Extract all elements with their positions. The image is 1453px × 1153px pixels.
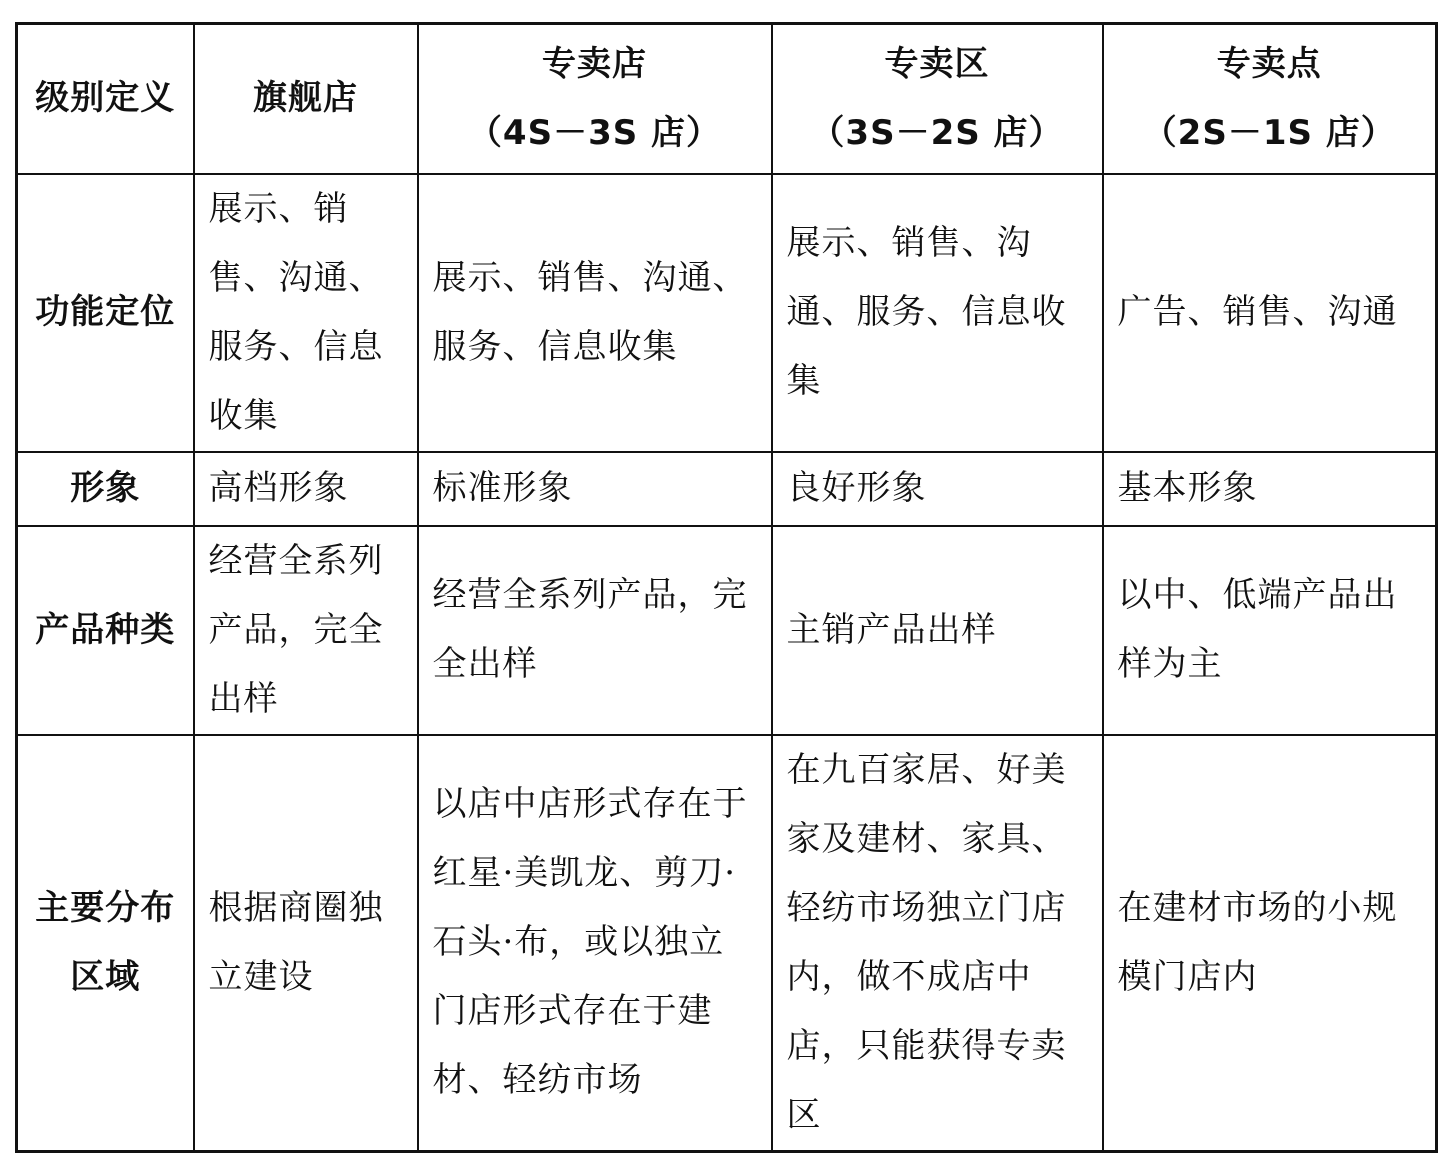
header-specialty-store xyxy=(418,24,772,174)
header-specialty-area xyxy=(772,24,1103,174)
header-specialty-area-name: 专卖区 xyxy=(884,43,990,84)
cell-image-store: 标准形象 xyxy=(418,452,772,526)
header-row xyxy=(17,24,1437,174)
cell-products-area: 主销产品出样 xyxy=(772,526,1103,735)
cell-distribution-point: 在建材市场的小规模门店内 xyxy=(1103,735,1437,1152)
table-row xyxy=(17,174,1437,452)
cell-image-point: 基本形象 xyxy=(1103,452,1437,526)
store-level-table xyxy=(15,22,1438,1153)
cell-distribution-area: 在九百家居、好美家及建材、家具、轻纺市场独立门店内，做不成店中店，只能获得专卖区 xyxy=(772,735,1103,1152)
row-label-function: 功能定位 xyxy=(17,174,194,452)
cell-image-area: 良好形象 xyxy=(772,452,1103,526)
cell-function-store: 展示、销售、沟通、服务、信息收集 xyxy=(418,174,772,452)
cell-distribution-flagship: 根据商圈独立建设 xyxy=(194,735,418,1152)
cell-function-point: 广告、销售、沟通 xyxy=(1103,174,1437,452)
cell-image-flagship: 高档形象 xyxy=(194,452,418,526)
row-label-image: 形象 xyxy=(17,452,194,526)
table-row xyxy=(17,526,1437,735)
cell-products-store: 经营全系列产品，完全出样 xyxy=(418,526,772,735)
header-flagship: 旗舰店 xyxy=(194,24,418,174)
table-row xyxy=(17,735,1437,1152)
header-specialty-area-grade: （3S－2S 店） xyxy=(810,112,1064,153)
cell-products-flagship: 经营全系列产品，完全出样 xyxy=(194,526,418,735)
header-specialty-point-grade: （2S－1S 店） xyxy=(1142,112,1396,153)
cell-products-point: 以中、低端产品出样为主 xyxy=(1103,526,1437,735)
cell-distribution-store: 以店中店形式存在于红星·美凯龙、剪刀·石头·布，或以独立门店形式存在于建材、轻纺市场 xyxy=(418,735,772,1152)
header-specialty-point xyxy=(1103,24,1437,174)
header-specialty-store-grade: （4S－3S 店） xyxy=(467,112,722,153)
row-label-distribution: 主要分布区域 xyxy=(17,735,194,1152)
header-specialty-point-name: 专卖点 xyxy=(1216,43,1322,84)
header-specialty-store-name: 专卖店 xyxy=(542,43,647,84)
cell-function-flagship: 展示、销售、沟通、服务、信息收集 xyxy=(194,174,418,452)
header-level-def: 级别定义 xyxy=(17,24,194,174)
row-label-products: 产品种类 xyxy=(17,526,194,735)
cell-function-area: 展示、销售、沟通、服务、信息收集 xyxy=(772,174,1103,452)
table-row xyxy=(17,452,1437,526)
